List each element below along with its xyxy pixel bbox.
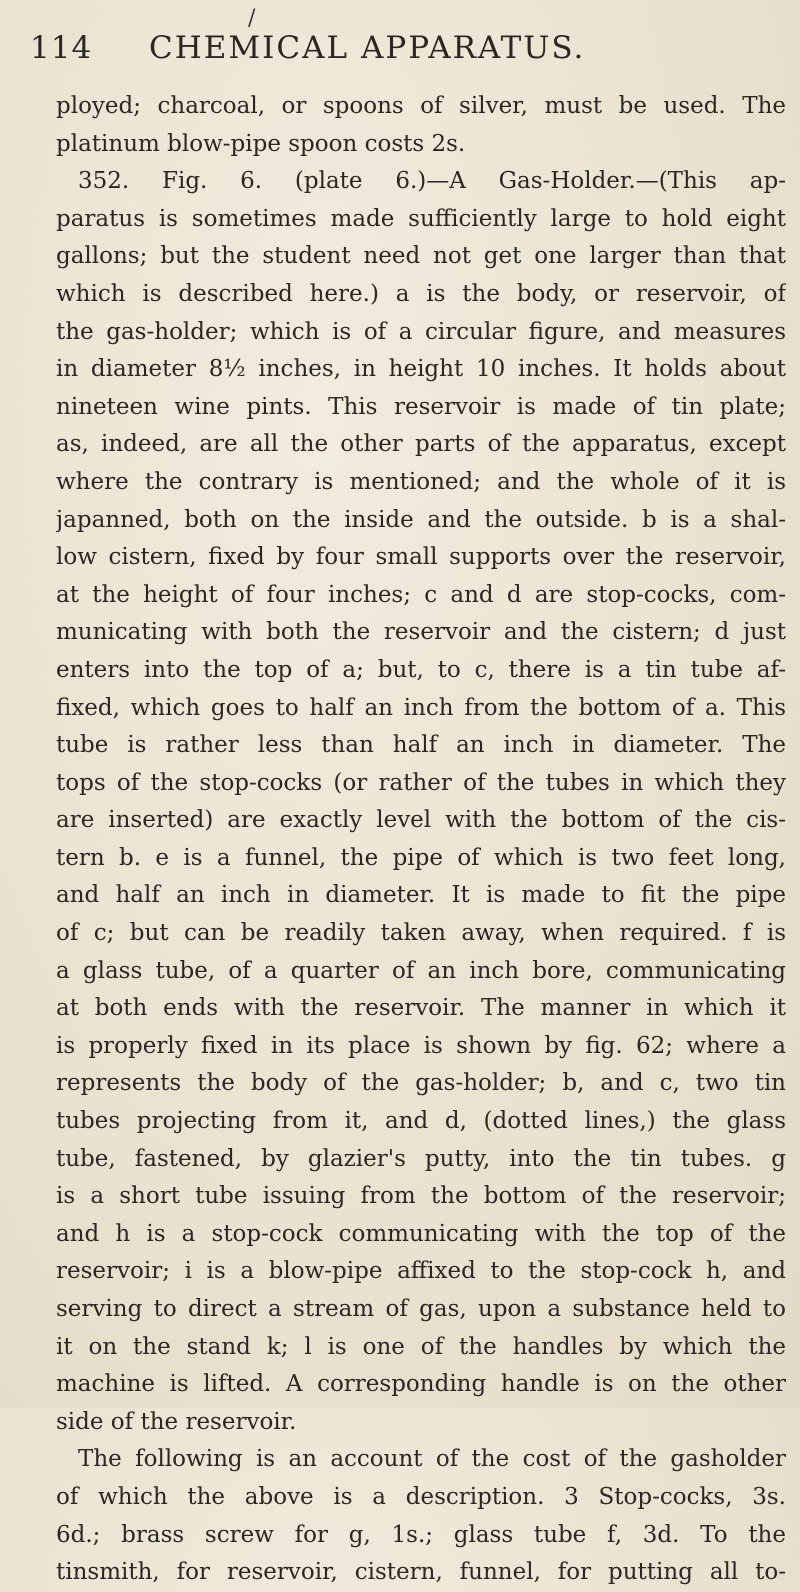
text-line: tinsmith, for reservoir, cistern, funnel, for putting all to- — [56, 1559, 786, 1586]
text-line: machine is lifted. A corresponding handle is on the other — [56, 1371, 786, 1398]
page-number: 114 — [30, 30, 93, 66]
text-line: and h is a stop-cock communicating with the top of the — [56, 1220, 786, 1247]
text-line: as, indeed, are all the other parts of the apparatus, except — [56, 431, 786, 458]
text-line: platinum blow-pipe spoon costs 2s. — [56, 130, 466, 157]
text-line: which is described here.) a is the body, or reservoir, of — [56, 280, 786, 307]
text-line: 352. Fig. 6. (plate 6.)—A Gas-Holder.—(This ap- — [78, 168, 786, 195]
text-line: in diameter 8½ inches, in height 10 inches. It holds about — [56, 356, 786, 383]
text-line: the gas-holder; which is of a circular figure, and measures — [56, 318, 786, 345]
text-line: and half an inch in diameter. It is made to fit the pipe — [56, 882, 786, 909]
text-line: tops of the stop-cocks (or rather of the tubes in which they — [56, 769, 786, 796]
text-line: at both ends with the reservoir. The manner in which it — [56, 995, 786, 1022]
text-line: enters into the top of a; but, to c, there is a tin tube af- — [56, 656, 786, 683]
text-line: represents the body of the gas-holder; b, and c, two tin — [56, 1070, 786, 1097]
text-line: tern b. e is a funnel, the pipe of which is two feet long, — [56, 844, 786, 871]
text-line: where the contrary is mentioned; and the whole of it is — [56, 468, 786, 495]
text-line: tube, fastened, by glazier's putty, into the tin tubes. g — [56, 1145, 786, 1172]
page-body — [56, 88, 786, 1592]
text-line: side of the reservoir. — [56, 1408, 297, 1435]
text-line: at the height of four inches; c and d are stop-cocks, com- — [56, 581, 786, 608]
text-line: The following is an account of the cost of the gasholder — [78, 1446, 786, 1473]
text-line: japanned, both on the inside and the outside. b is a shal- — [56, 506, 786, 533]
text-line: it on the stand k; l is one of the handles by which the — [56, 1333, 786, 1360]
text-line: is a short tube issuing from the bottom of the reservoir; — [56, 1183, 786, 1210]
text-line: are inserted) are exactly level with the bottom of the cis- — [56, 807, 786, 834]
text-line: ployed; charcoal, or spoons of silver, must be used. The — [56, 93, 786, 119]
text-line: serving to direct a stream of gas, upon a substance held to — [56, 1296, 786, 1322]
text-line: tube is rather less than half an inch in diameter. The — [56, 732, 786, 759]
text-line: fixed, which goes to half an inch from the bottom of a. This — [56, 694, 786, 721]
text-line: of c; but can be readily taken away, when required. f is — [56, 920, 786, 947]
text-line: low cistern, fixed by four small supports over the reservoir, — [56, 544, 786, 571]
text-line: a glass tube, of a quarter of an inch bore, communicating — [56, 957, 786, 984]
text-line: reservoir; i is a blow-pipe affixed to the stop-cock h, and — [56, 1258, 786, 1285]
text-line: nineteen wine pints. This reservoir is made of tin plate; — [56, 393, 786, 420]
page-mark: / — [248, 6, 256, 31]
text-line: tubes projecting from it, and d, (dotted lines,) the glass — [56, 1108, 786, 1135]
text-line: is properly fixed in its place is shown by fig. 62; where a — [56, 1032, 786, 1059]
text-line: paratus is sometimes made sufficiently large to hold eight — [56, 205, 786, 232]
text-line: 6d.; brass screw for g, 1s.; glass tube f, 3d. To the — [56, 1521, 786, 1548]
page-header — [30, 30, 585, 66]
text-line: municating with both the reservoir and the cistern; d just — [56, 619, 786, 646]
running-head: CHEMICAL APPARATUS. — [149, 30, 586, 66]
text-line: gallons; but the student need not get one larger than that — [56, 243, 786, 270]
text-line: of which the above is a description. 3 Stop-cocks, 3s. — [56, 1483, 786, 1510]
